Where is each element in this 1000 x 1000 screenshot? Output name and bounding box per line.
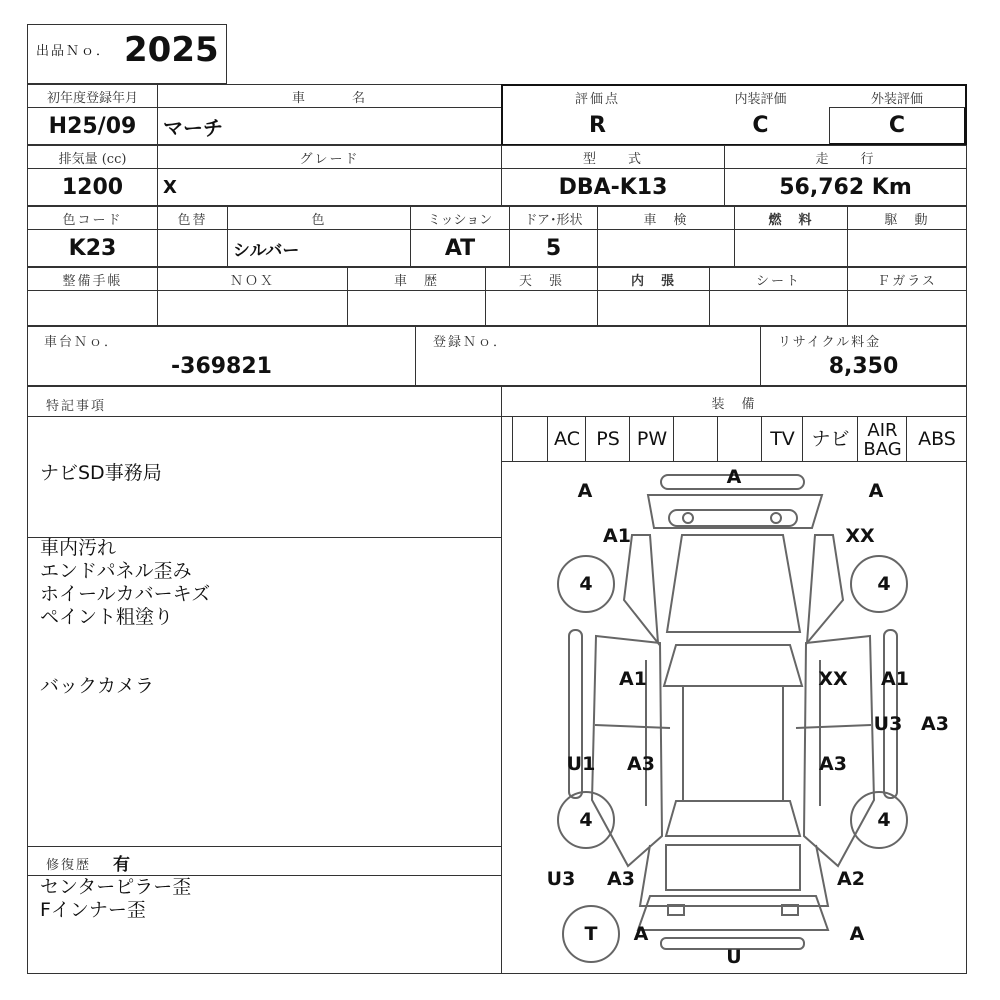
drive-header: 駆 動 <box>884 212 930 228</box>
grade-header: グレード <box>299 151 360 167</box>
model-header: 型 式 <box>582 151 643 167</box>
mileage-header: 走 行 <box>815 151 876 167</box>
roof-cell <box>485 290 598 326</box>
fglass-header: Ｆガラス <box>877 273 937 289</box>
damage-mark-left-front-door: A1 <box>619 668 647 690</box>
hood-shape <box>624 535 843 643</box>
color-change-value <box>157 229 228 267</box>
repair-history-label: 修復歴 <box>46 858 92 873</box>
equipment-item-ps: PS <box>585 417 630 462</box>
remark-note-3: バックカメラ <box>40 675 155 697</box>
damage-mark-spare-tire: T <box>584 923 598 945</box>
color-value: シルバー <box>233 240 300 261</box>
color-code-value: K23 <box>68 235 117 261</box>
color-code-header: 色コード <box>62 212 123 228</box>
door-header: ドア･形状 <box>524 212 583 228</box>
maintenance-header: 整備手帳 <box>62 273 123 289</box>
color-change-header: 色替 <box>177 212 208 228</box>
equipment-item-abs: ABS <box>906 417 967 462</box>
fglass-cell <box>847 290 967 326</box>
roof-header: 天 張 <box>518 273 564 289</box>
first-reg-value: H25/09 <box>48 113 137 139</box>
displacement-value: 1200 <box>61 174 124 200</box>
equipment-item-blank-1 <box>512 417 548 462</box>
damage-mark-left-front-corner: A <box>577 480 593 502</box>
recycle-header: リサイクル料金 <box>778 335 882 350</box>
damage-mark-right-rear-door: A3 <box>819 753 847 775</box>
nox-header: ＮＯＸ <box>229 273 275 289</box>
damage-mark-left-rear-door: A3 <box>627 753 655 775</box>
exterior-header: 外装評価 <box>870 91 923 107</box>
damage-mark-right-rear-door-outer: A3 <box>921 713 949 735</box>
rear-shape <box>638 845 828 949</box>
repair-line-2: Fインナー歪 <box>40 899 146 921</box>
repair-line-1: センターピラー歪 <box>40 876 192 898</box>
equipment-item-navi: ナビ <box>802 417 858 462</box>
cabin-shape <box>566 630 897 866</box>
nox-cell <box>157 290 348 326</box>
remarks-header: 特記事項 <box>46 399 107 414</box>
seat-cell <box>709 290 848 326</box>
model-value: DBA-K13 <box>558 174 668 200</box>
inspection-value <box>597 229 735 267</box>
remark-note-1: ナビSD事務局 <box>40 462 162 484</box>
equipment-item-blank-3 <box>717 417 762 462</box>
score-header: 評価点 <box>574 91 620 107</box>
damage-mark-left-sill: U1 <box>566 753 596 775</box>
damage-mark-left-front-wheel: 4 <box>579 573 593 595</box>
score-value: R <box>589 113 606 138</box>
damage-mark-right-pillar: XX <box>818 668 848 690</box>
car-name-header: 車 名 <box>291 90 367 106</box>
mileage-value: 56,762 Km <box>779 174 912 200</box>
damage-mark-right-sill: U3 <box>873 713 903 735</box>
registration-value <box>415 350 761 382</box>
interior-value: C <box>752 113 769 138</box>
mission-value: AT <box>444 235 476 261</box>
registration-header: 登録Ｎｏ． <box>433 335 509 350</box>
equipment-item-ac: AC <box>547 417 586 462</box>
inspection-header: 車 検 <box>643 212 689 228</box>
lot-number: 2025 <box>124 30 219 70</box>
damage-mark-left-rear-wheel: 4 <box>579 809 593 831</box>
interior-trim-header: 内 張 <box>630 273 676 289</box>
damage-mark-left-rear-corner: A <box>633 923 649 945</box>
damage-mark-right-rear-corner: A <box>849 923 865 945</box>
damage-mark-left-rear-quarter-1: U3 <box>546 868 576 890</box>
fuel-value <box>734 229 848 267</box>
damage-mark-rear-bumper: U <box>726 946 742 968</box>
history-header: 車 歴 <box>393 273 439 289</box>
chassis-value: -369821 <box>171 353 272 379</box>
equipment-item-airbag: AIR BAG <box>857 417 907 462</box>
equipment-item-blank-2 <box>673 417 718 462</box>
damage-mark-right-rear-quarter: A2 <box>837 868 865 890</box>
repair-history-value: 有 <box>113 855 130 875</box>
equipment-item-tv: TV <box>761 417 803 462</box>
history-cell <box>347 290 486 326</box>
seat-header: シート <box>755 273 801 289</box>
interior-header: 内装評価 <box>734 91 787 107</box>
damage-mark-right-front-corner: A <box>868 480 884 502</box>
remark-note-2a: 車内汚れ <box>40 537 117 559</box>
damage-mark-right-front-fender: XX <box>845 525 875 547</box>
maintenance-cell <box>27 290 158 326</box>
fuel-header: 燃 料 <box>768 212 814 228</box>
equipment-header: 装 備 <box>711 396 757 412</box>
lot-number-label: 出品Ｎｏ． <box>36 44 112 59</box>
remark-note-2c: ホイールカバーキズ <box>40 583 211 605</box>
exterior-value: C <box>888 113 906 138</box>
damage-mark-right-front-door: A1 <box>881 668 909 690</box>
remarks-divider-3 <box>27 846 502 847</box>
drive-value <box>847 229 967 267</box>
car-name-value: マーチ <box>163 115 223 140</box>
remark-note-2d: ペイント粗塗り <box>40 606 174 628</box>
color-header: 色 <box>311 212 327 228</box>
damage-mark-front-bumper: A <box>726 466 742 488</box>
first-reg-header: 初年度登録年月 <box>46 90 138 106</box>
equipment-item-pw: PW <box>629 417 674 462</box>
wheels <box>558 556 907 962</box>
remark-note-2b: エンドパネル歪み <box>40 560 192 582</box>
remarks-divider-1 <box>27 416 502 417</box>
recycle-value: 8,350 <box>828 353 899 379</box>
displacement-header: 排気量 (cc) <box>58 151 127 167</box>
damage-mark-left-rear-quarter-2: A3 <box>607 868 635 890</box>
damage-mark-left-front-fender: A1 <box>603 525 631 547</box>
grade-value: X <box>163 176 177 198</box>
chassis-header: 車台Ｎｏ． <box>44 335 120 350</box>
damage-mark-right-rear-wheel: 4 <box>877 809 891 831</box>
damage-mark-right-front-wheel: 4 <box>877 573 891 595</box>
mission-header: ミッション <box>427 212 493 228</box>
interior-trim-cell <box>597 290 710 326</box>
door-value: 5 <box>545 235 562 261</box>
